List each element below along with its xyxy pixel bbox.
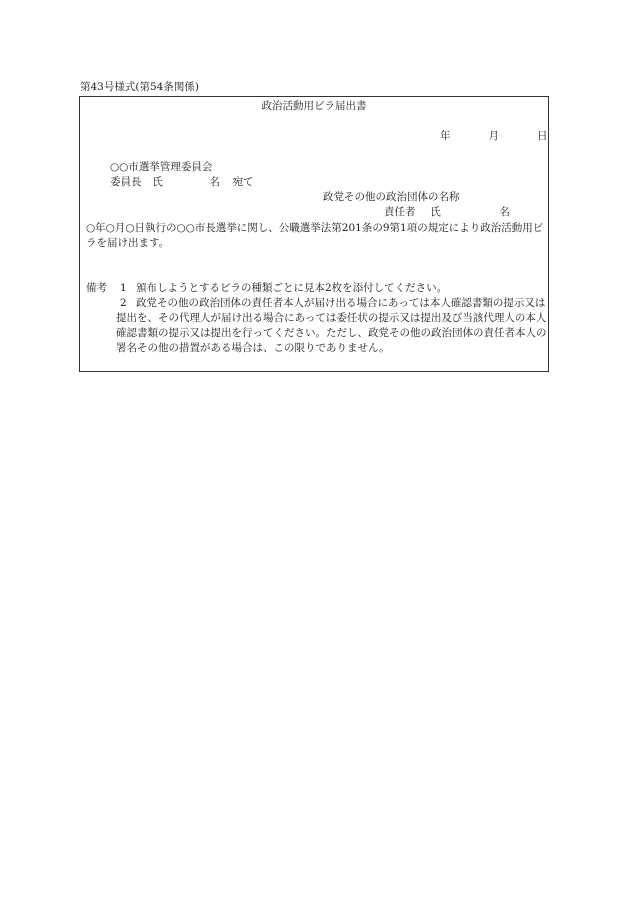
note-number: 1 [120, 282, 127, 294]
responsible-name-mei: 名 [499, 206, 510, 218]
form-box [79, 96, 549, 372]
responsible-name-shi: 氏 [430, 206, 441, 218]
addressee-chair [110, 175, 254, 190]
note-text: 頒布しようとするビラの種類ごとに見本2枚を添付してください。 [136, 282, 448, 294]
document-title: 政治活動用ビラ届出書 [261, 100, 367, 112]
chair-name-shi: 氏 [152, 176, 163, 188]
body-text: ○年○月○日執行の○○市長選挙に関し、公職選挙法第201条の9第1項の規定により政治活動用ビラを届け出ます。 [86, 222, 544, 249]
addressee-suffix: 宛て [232, 176, 254, 188]
date-day: 日 [537, 130, 548, 142]
form-number: 第43号様式(第54条関係) [80, 81, 199, 93]
responsible-person [384, 205, 510, 220]
chair-label: 委員長 [110, 176, 142, 188]
addressee-committee: ○○市選挙管理委員会 [110, 161, 213, 173]
responsible-label: 責任者 [384, 206, 416, 218]
date-line [440, 129, 548, 144]
note-text: 政党その他の政治団体の責任者本人が届け出る場合にあっては本人確認書類の提示又は提出を、その代理人が届け出る場合にあっては委任状の提示又は提出及び当該代理人の本人確認書類の提示又は提出を行ってください。ただし、政党その他の政治団体の責任者本人の署名その他の措置がある場合は、この限りでありません。 [116, 297, 547, 354]
note-number: 2 [120, 297, 127, 309]
chair-name-mei: 名 [209, 176, 220, 188]
org-name-label: 政党その他の政治団体の名称 [323, 191, 460, 203]
date-year: 年 [440, 130, 451, 142]
notes-label: 備考 [86, 282, 107, 294]
date-month: 月 [488, 130, 499, 142]
